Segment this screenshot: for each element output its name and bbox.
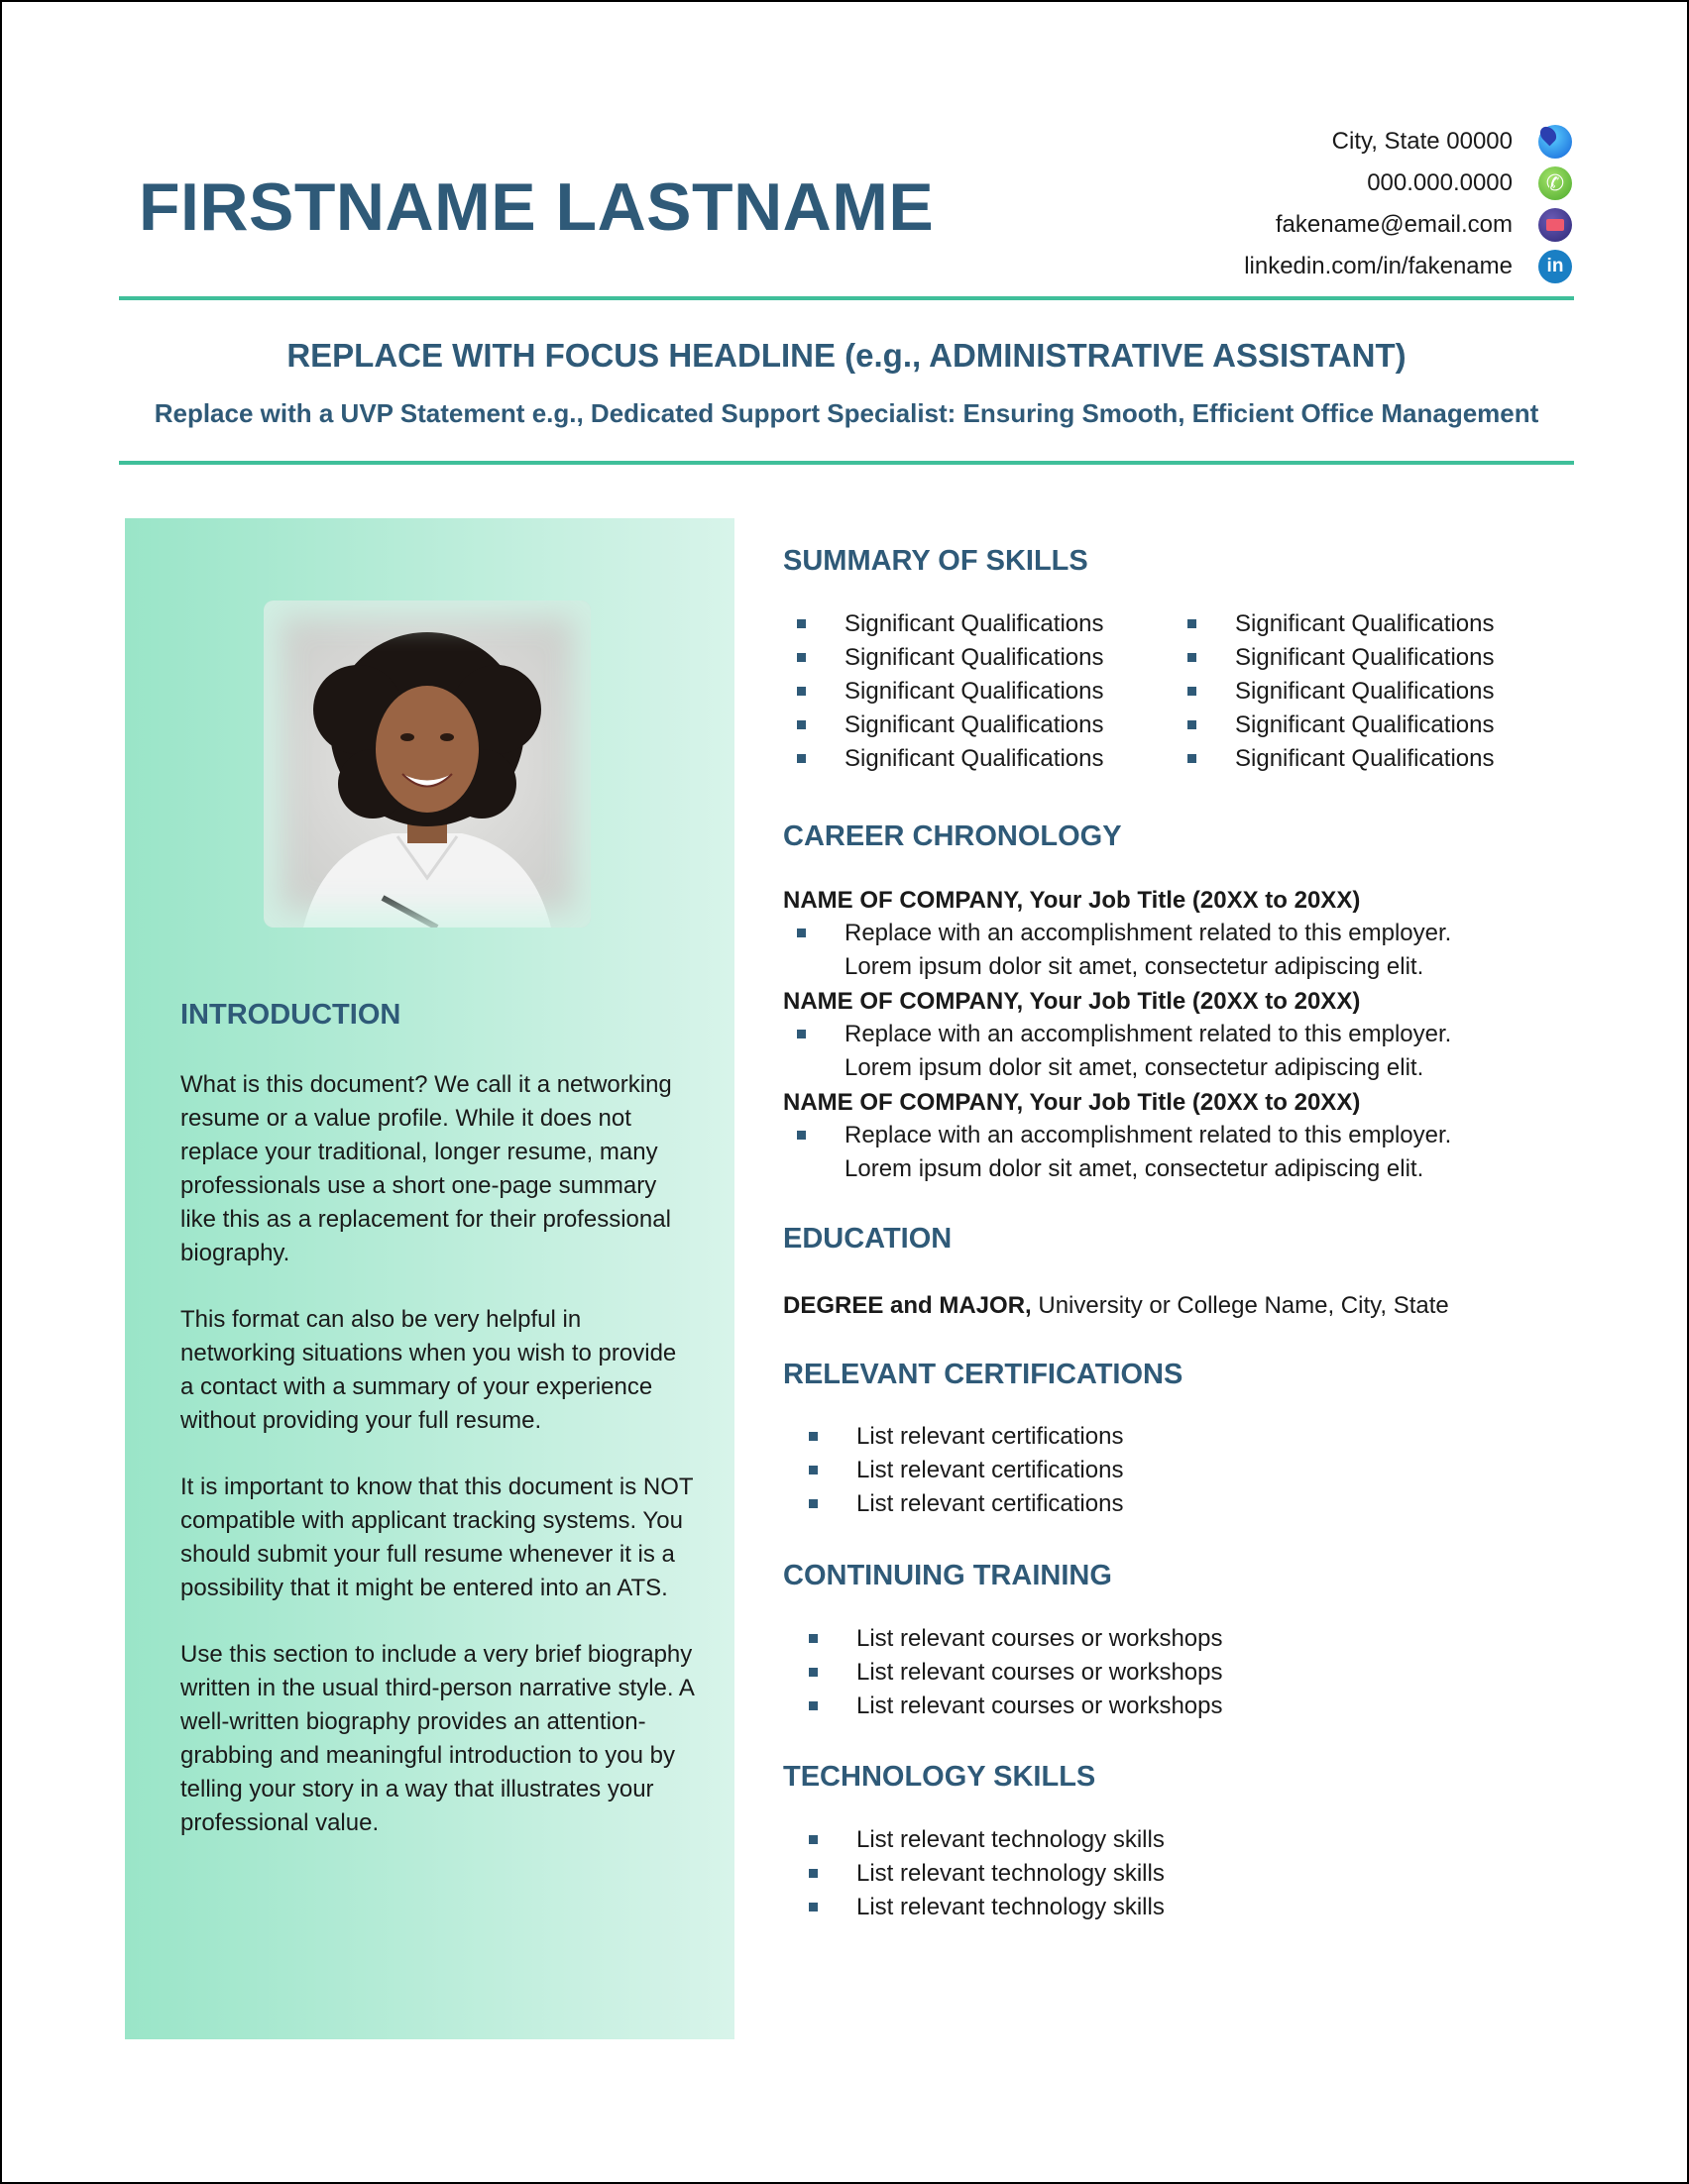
job-heading: NAME OF COMPANY, Your Job Title (20XX to 20XX) (783, 988, 1361, 1015)
list-item: Significant Qualifications (783, 607, 1103, 641)
bullet-icon (809, 1432, 818, 1441)
bullet-icon (797, 653, 806, 662)
profile-photo (264, 601, 591, 928)
bullet-icon (1187, 653, 1196, 662)
list-item: List relevant certifications (795, 1454, 1123, 1487)
bullet-icon (809, 1634, 818, 1643)
technology-title: TECHNOLOGY SKILLS (783, 1761, 1096, 1793)
job-accomplishment: Replace with an accomplishment related to this employer. Lorem ipsum dolor sit amet, consectetur adipiscing elit. (783, 1018, 1451, 1085)
bullet-icon (809, 1701, 818, 1710)
contact-email[interactable]: fakename@email.com (1275, 211, 1513, 238)
job-heading: NAME OF COMPANY, Your Job Title (20XX to 20XX) (783, 887, 1361, 914)
intro-text (180, 1068, 696, 1873)
location-pin-icon (1538, 125, 1572, 159)
education-entry (783, 1292, 1449, 1320)
bullet-icon (797, 720, 806, 729)
email-icon (1538, 208, 1572, 242)
portrait-illustration (264, 601, 591, 928)
certifications-title: RELEVANT CERTIFICATIONS (783, 1359, 1183, 1390)
bullet-icon (797, 1131, 806, 1140)
school: University or College Name, City, State (1031, 1292, 1449, 1319)
contact-linkedin[interactable]: linkedin.com/in/fakename (1244, 253, 1513, 279)
job-accomplishment: Replace with an accomplishment related to this employer. Lorem ipsum dolor sit amet, consectetur adipiscing elit. (783, 1119, 1451, 1186)
skills-list-left (783, 607, 1103, 776)
list-item: Significant Qualifications (783, 709, 1103, 742)
top-divider (119, 296, 1574, 300)
bullet-icon (797, 928, 806, 937)
list-item: List relevant courses or workshops (795, 1690, 1223, 1723)
bullet-icon (797, 687, 806, 696)
intro-paragraph: What is this document? We call it a networking resume or a value profile. While it does not replace your traditional, longer resume, many professionals use a short one-page summary like this as a replacement for their professional biography. (180, 1071, 672, 1266)
job-accomplishment: Replace with an accomplishment related to this employer. Lorem ipsum dolor sit amet, consectetur adipiscing elit. (783, 917, 1451, 984)
list-item: Significant Qualifications (783, 675, 1103, 709)
intro-paragraph: It is important to know that this document is NOT compatible with applicant tracking systems. You should submit your full resume whenever it is a possibility that it might be entered into an ATS. (180, 1474, 694, 1601)
degree: DEGREE and MAJOR, (783, 1292, 1032, 1319)
bullet-icon (809, 1869, 818, 1878)
sidebar (125, 518, 734, 2039)
contact-phone-row (1244, 163, 1572, 204)
bullet-icon (1187, 619, 1196, 628)
contact-phone: 000.000.0000 (1367, 169, 1513, 196)
bullet-icon (1187, 754, 1196, 763)
intro-title: INTRODUCTION (180, 999, 401, 1031)
bullet-icon (1187, 720, 1196, 729)
phone-icon (1538, 166, 1572, 200)
contact-linkedin-row (1244, 246, 1572, 287)
intro-paragraph: Use this section to include a very brief biography written in the usual third-person narrative style. A well-written biography provides an attention-grabbing and meaningful introduction to you by telling your story in a way that illustrates your professional value. (180, 1641, 694, 1836)
uvp-statement: Replace with a UVP Statement e.g., Dedicated Support Specialist: Ensuring Smooth, Efficient Office Management (154, 398, 1539, 428)
bullet-icon (797, 754, 806, 763)
list-item: List relevant technology skills (795, 1823, 1165, 1857)
list-item: Significant Qualifications (1174, 607, 1494, 641)
list-item: Significant Qualifications (783, 641, 1103, 675)
list-item: List relevant certifications (795, 1420, 1123, 1454)
job-heading: NAME OF COMPANY, Your Job Title (20XX to 20XX) (783, 1089, 1361, 1116)
list-item: List relevant technology skills (795, 1857, 1165, 1891)
bullet-icon (809, 1668, 818, 1677)
list-item: Significant Qualifications (783, 742, 1103, 776)
technology-list (795, 1823, 1165, 1924)
contact-location: City, State 00000 (1331, 128, 1513, 155)
skills-title: SUMMARY OF SKILLS (783, 545, 1088, 577)
list-item: List relevant courses or workshops (795, 1656, 1223, 1690)
career-title: CAREER CHRONOLOGY (783, 820, 1122, 852)
training-title: CONTINUING TRAINING (783, 1560, 1112, 1591)
candidate-name: FIRSTNAME LASTNAME (139, 169, 935, 245)
list-item: Significant Qualifications (1174, 709, 1494, 742)
bullet-icon (797, 619, 806, 628)
certifications-list (795, 1420, 1123, 1521)
bullet-icon (1187, 687, 1196, 696)
linkedin-icon (1538, 250, 1572, 283)
contact-block (1244, 121, 1572, 287)
bullet-icon (809, 1903, 818, 1911)
intro-paragraph: This format can also be very helpful in networking situations when you wish to provide a contact with a summary of your experience without providing your full resume. (180, 1306, 677, 1434)
list-item: Significant Qualifications (1174, 675, 1494, 709)
education-title: EDUCATION (783, 1223, 953, 1255)
list-item: Significant Qualifications (1174, 641, 1494, 675)
contact-location-row (1244, 121, 1572, 163)
skills-list-right (1174, 607, 1494, 776)
bullet-icon (809, 1499, 818, 1508)
focus-headline: REPLACE WITH FOCUS HEADLINE (e.g., ADMINISTRATIVE ASSISTANT) (286, 337, 1407, 374)
bullet-icon (809, 1466, 818, 1474)
list-item: List relevant certifications (795, 1487, 1123, 1521)
list-item: List relevant courses or workshops (795, 1622, 1223, 1656)
bullet-icon (809, 1835, 818, 1844)
bottom-divider (119, 461, 1574, 465)
bullet-icon (797, 1030, 806, 1038)
list-item: Significant Qualifications (1174, 742, 1494, 776)
list-item: List relevant technology skills (795, 1891, 1165, 1924)
contact-email-row (1244, 204, 1572, 246)
training-list (795, 1622, 1223, 1723)
